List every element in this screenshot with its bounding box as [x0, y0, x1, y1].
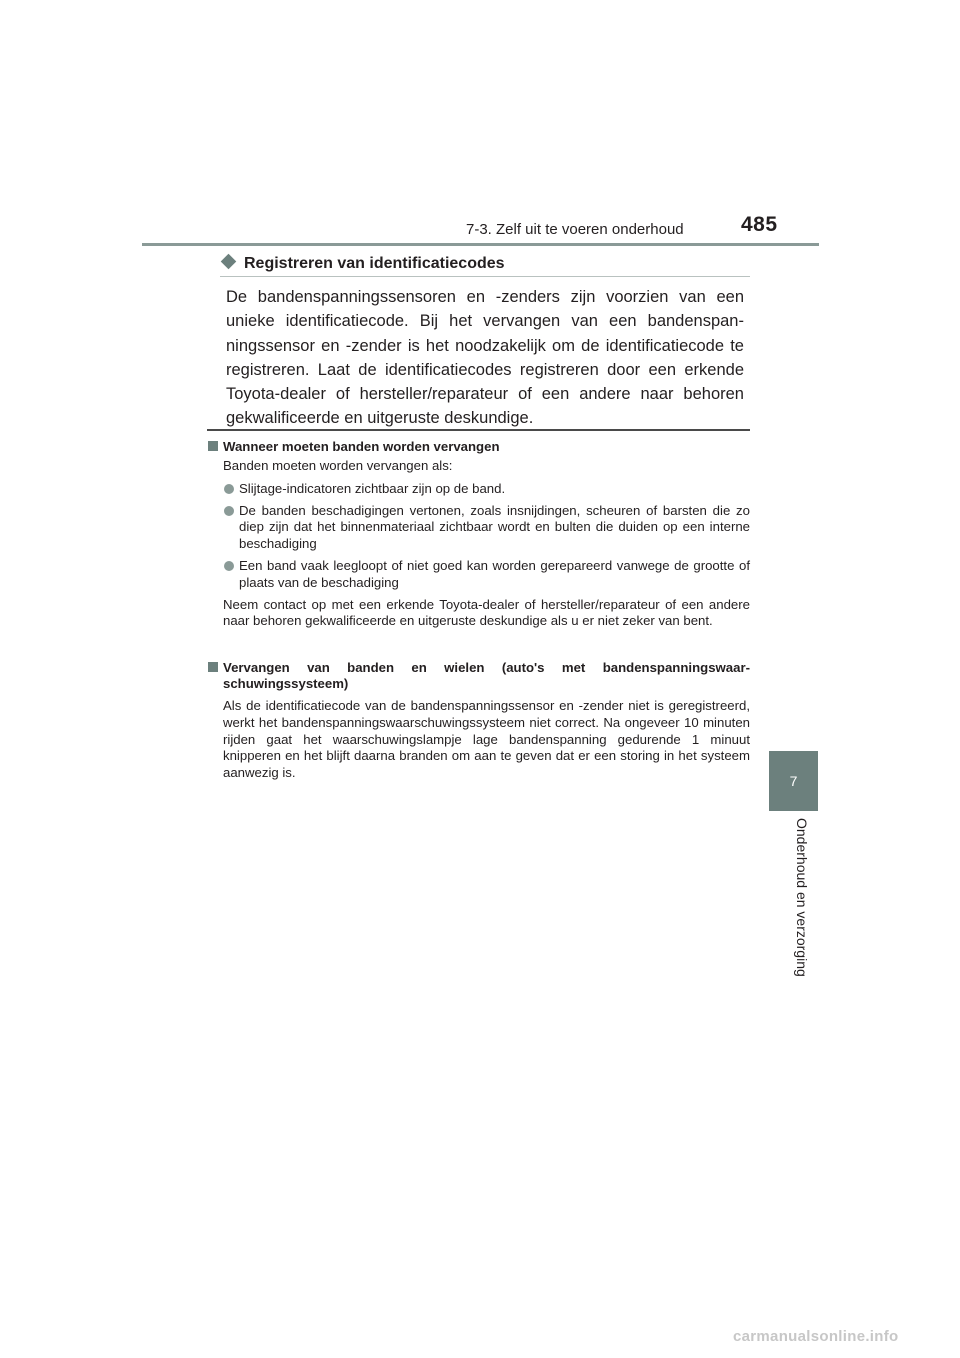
list-item-text: Slijtage-indicatoren zichtbaar zijn op de band.	[239, 480, 506, 496]
chapter-number: 7	[789, 773, 798, 789]
square-bullet-icon	[208, 441, 218, 451]
section-body: Als de identificatiecode van de bandenspanningssensor en -zender niet is geregistreerd, werkt het bandenspanningswaarschuwingssysteem niet correct. Na ongeveer 10 minuten rijden gaat het waarschuwingslampje lage bandenspanning gedurende 1 minuut knipperen en het blijft daarna branden om aan te geven dat er een storing in het systeem aanwezig is.	[223, 698, 750, 781]
chapter-label: Onderhoud en verzorging	[794, 818, 810, 977]
watermark: carmanualsonline.info	[733, 1328, 899, 1345]
circle-bullet-icon	[224, 484, 234, 494]
box-bottom-divider	[207, 429, 750, 431]
list-item	[207, 481, 750, 498]
section-heading-text: Wanneer moeten banden worden vervangen	[223, 439, 500, 454]
box-heading	[220, 255, 750, 273]
square-bullet-icon	[208, 662, 218, 672]
page-number: 485	[741, 213, 778, 236]
section-outro: Neem contact op met een erkende Toyota-dealer of hersteller/reparateur of een andere naar behoren gekwalificeerde en uitgeruste deskundige als u er niet zeker van bent.	[223, 596, 750, 629]
heading-divider	[220, 276, 750, 277]
list-item-text: De banden beschadigingen vertonen, zoals insnijdingen, scheuren of barsten die zo diep zijn dat het binnenmateriaal zichtbaar wordt en bulten die duiden op een interne beschadiging	[239, 502, 750, 552]
section-wheel-replacement	[207, 660, 750, 782]
section-heading-text: Vervangen van banden en wielen (auto's met bandenspanningswaarschuwingssysteem)	[223, 660, 750, 691]
section-tire-replacement	[207, 439, 750, 630]
box-paragraph: De bandenspanningssensoren en -zenders zijn voorzien van een unieke identificatiecode. Bij het vervangen van een bandenspanningssensor en -zender is het noodzakelijk om de identificatiecode te registreren. Laat de identificatiecodes registreren door een erkende Toyota-dealer of hersteller/reparateur of een andere naar behoren gekwalificeerde en uitgeruste deskundige.	[226, 288, 744, 428]
section-intro: Banden moeten worden vervangen als:	[223, 458, 453, 473]
section-heading	[207, 660, 750, 692]
section-title: 7-3. Zelf uit te voeren onderhoud	[466, 221, 684, 238]
list-item-text: Een band vaak leegloopt of niet goed kan worden gerepareerd vanwege de grootte of plaats van de beschadiging	[239, 557, 750, 590]
diamond-icon	[221, 254, 237, 270]
list-item	[207, 558, 750, 592]
circle-bullet-icon	[224, 506, 234, 516]
section-heading	[207, 439, 750, 455]
circle-bullet-icon	[224, 561, 234, 571]
chapter-tab[interactable]	[769, 751, 818, 811]
header-divider	[142, 243, 819, 246]
box-heading-text: Registreren van identificatiecodes	[244, 255, 505, 272]
list-item	[207, 503, 750, 553]
